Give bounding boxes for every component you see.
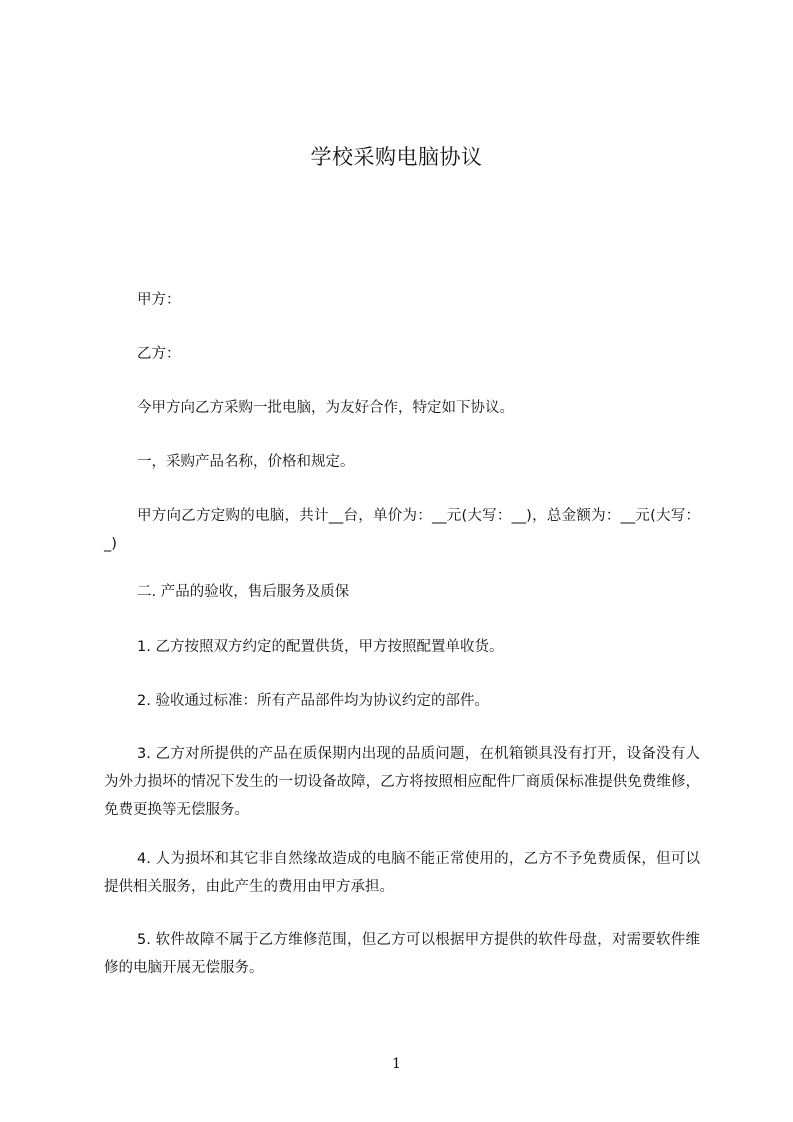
party-b-line: 乙方： [137, 346, 181, 362]
clause-4: 4. 人为损坏和其它非自然缘故造成的电脑不能正常使用的，乙方不予免费质保，但可以提供相关服务，由此产生的费用由甲方承担。 [104, 851, 700, 895]
clause-5: 5. 软件故障不属于乙方维修范围，但乙方可以根据甲方提供的软件母盘，对需要软件维修的电脑开展无偿服务。 [104, 932, 700, 976]
intro-paragraph: 今甲方向乙方采购一批电脑，为友好合作，特定如下协议。 [137, 400, 514, 416]
clause-3: 3. 乙方对所提供的产品在质保期内出现的品质问题，在机箱锁具没有打开，设备没有人为外力损坏的情况下发生的一切设备故障，乙方将按照相应配件厂商质保标准提供免费维修，免费更换等无偿服务。 [104, 746, 700, 818]
clause-1: 1. 乙方按照双方约定的配置供货，甲方按照配置单收货。 [137, 639, 504, 655]
page-number: 1 [392, 1056, 401, 1072]
section-one-heading: 一，采购产品名称，价格和规定。 [137, 454, 355, 470]
clause-2: 2. 验收通过标准：所有产品部件均为协议约定的部件。 [137, 693, 489, 709]
document-title: 学校采购电脑协议 [310, 145, 483, 169]
party-a-line: 甲方： [137, 292, 181, 308]
section-two-heading: 二. 产品的验收，售后服务及质保 [137, 584, 350, 600]
purchase-details-paragraph: 甲方向乙方定购的电脑，共计__台，单价为：__元(大写：__)，总金额为：__元(大写：_) [104, 508, 700, 552]
